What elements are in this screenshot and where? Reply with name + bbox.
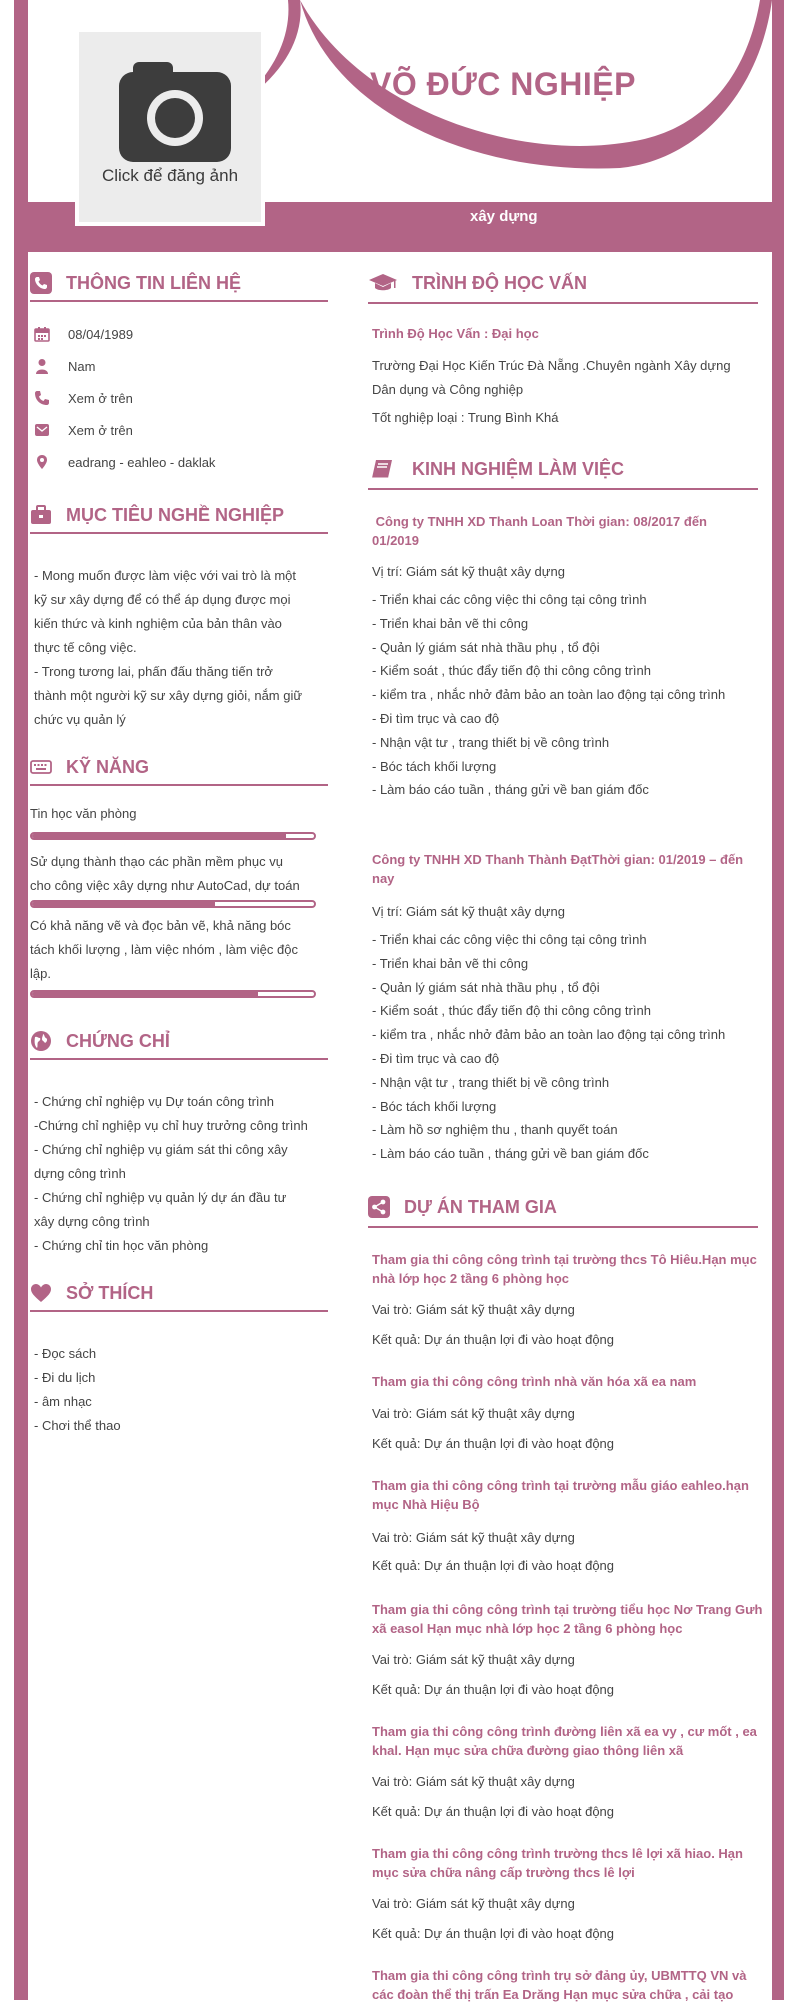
skills-section-header xyxy=(30,750,328,786)
project-title-line: khal. Hạn mục sửa chữa đường giao thông liên xã xyxy=(372,1743,684,1758)
candidate-position: xây dựng xyxy=(470,208,538,225)
project-title-line: Tham gia thi công công trình tại trường mẫu giáo eahleo.hạn xyxy=(372,1478,749,1493)
location-icon xyxy=(34,454,50,470)
person-icon xyxy=(34,358,50,374)
education-line: Trường Đại Học Kiến Trúc Đà Nẵng .Chuyên ngành Xây dựng xyxy=(372,358,731,373)
experience-section-title: KINH NGHIỆM LÀM VIỆC xyxy=(412,458,625,479)
project-title-line: Tham gia thi công công trình tại trường tiểu học Nơ Trang Gưh xyxy=(372,1602,763,1617)
education-section-title: TRÌNH ĐỘ HỌC VẤN xyxy=(412,272,587,293)
job-tasks xyxy=(372,588,767,802)
job-task: - Làm báo cáo tuần , tháng gửi về ban giám đốc xyxy=(372,1146,649,1162)
project-title-line: mục sửa chữa nâng cấp trường thcs lê lợi xyxy=(372,1865,635,1880)
skill-name xyxy=(30,914,320,986)
objective-line: thực tế công việc. xyxy=(34,640,137,655)
skill-name: Tin học văn phòng xyxy=(30,806,137,821)
keyboard-icon xyxy=(30,756,52,778)
job-task: - Kiểm soát , thúc đẩy tiến độ thi công công trình xyxy=(372,1003,651,1019)
contact-value: Xem ở trên xyxy=(68,390,133,406)
project-title-line: các đoàn thể thị trấn Ea Drăng Hạn mục sửa chữa , cải tạo xyxy=(372,1987,734,2002)
job-company-line: Công ty TNHH XD Thanh Thành ĐạtThời gian: 01/2019 – đến xyxy=(372,852,744,867)
project-title xyxy=(372,1844,767,1882)
skill-level-fill xyxy=(32,902,215,906)
contact-value: Nam xyxy=(68,358,96,374)
globe-icon xyxy=(30,1030,52,1052)
job-company xyxy=(372,512,752,550)
contact-birthday xyxy=(34,326,133,342)
certificates-text xyxy=(34,1090,320,1258)
contact-section-header xyxy=(30,266,328,302)
skills-section-title: KỸ NĂNG xyxy=(66,756,150,777)
objective-text xyxy=(34,564,320,732)
certificates-section-title: CHỨNG CHỈ xyxy=(66,1030,170,1051)
project-role: Vai trò: Giám sát kỹ thuật xây dựng xyxy=(372,1896,575,1911)
project-title-line: Tham gia thi công công trình đường liên xã ea vy , cư mốt , ea xyxy=(372,1724,757,1739)
certificate-line: - Chứng chỉ nghiệp vụ quản lý dự án đầu tư xyxy=(34,1190,287,1205)
heart-icon xyxy=(30,1282,52,1304)
project-title-line: nhà lớp học 2 tầng 6 phòng học xyxy=(372,1271,570,1286)
contact-address xyxy=(34,454,215,470)
project-role: Vai trò: Giám sát kỹ thuật xây dựng xyxy=(372,1406,575,1421)
job-task: - kiểm tra , nhắc nhở đảm bảo an toàn lao động tại công trình xyxy=(372,687,726,703)
education-school xyxy=(372,354,762,402)
projects-section-header xyxy=(368,1188,758,1228)
hobbies-section-header xyxy=(30,1276,328,1312)
project-role: Vai trò: Giám sát kỹ thuật xây dựng xyxy=(372,1774,575,1789)
skill-line: lập. xyxy=(30,966,51,981)
contact-section-title: THÔNG TIN LIÊN HỆ xyxy=(66,272,241,293)
project-result: Kết quả: Dự án thuận lợi đi vào hoạt động xyxy=(372,1558,615,1573)
certificate-line: - Chứng chỉ nghiệp vụ Dự toán công trình xyxy=(34,1094,274,1109)
contact-value: Xem ở trên xyxy=(68,422,133,438)
skill-level-fill xyxy=(32,834,286,838)
project-title xyxy=(372,1722,767,1760)
job-task: - Triển khai các công việc thi công tại công trình xyxy=(372,932,647,947)
project-title xyxy=(372,1250,767,1288)
hobby-line: - Đi du lịch xyxy=(34,1370,96,1385)
job-company-line: nay xyxy=(372,871,395,886)
objective-line: thành một người kỹ sư xây dựng giỏi, nắm giữ xyxy=(34,688,303,703)
candidate-name: VÕ ĐỨC NGHIỆP xyxy=(370,66,636,102)
job-task: - Triển khai bản vẽ thi công xyxy=(372,955,529,971)
objective-line: kỹ sư xây dựng để có thể áp dụng được mọi xyxy=(34,592,291,607)
project-title-line: mục Nhà Hiệu Bộ xyxy=(372,1497,480,1512)
project-title xyxy=(372,1600,767,1638)
certificate-line: xây dựng công trình xyxy=(34,1214,150,1229)
project-role: Vai trò: Giám sát kỹ thuật xây dựng xyxy=(372,1302,575,1317)
hobbies-text xyxy=(34,1342,320,1438)
job-task: - kiểm tra , nhắc nhở đảm bảo an toàn lao động tại công trình xyxy=(372,1027,726,1043)
share-icon xyxy=(368,1196,390,1218)
job-task: - Bóc tách khối lượng xyxy=(372,758,497,774)
skill-line: cho công việc xây dựng như AutoCad, dự toán xyxy=(30,878,300,893)
project-title xyxy=(372,1966,767,2004)
job-task: - Triển khai các công việc thi công tại công trình xyxy=(372,592,647,607)
phone-icon xyxy=(34,390,50,406)
contact-value: 08/04/1989 xyxy=(68,326,134,342)
project-result: Kết quả: Dự án thuận lợi đi vào hoạt động xyxy=(372,1682,615,1697)
project-title-line: Tham gia thi công công trình trường thcs lê lợi xã hiao. Hạn xyxy=(372,1846,743,1861)
job-role: Vị trí: Giám sát kỹ thuật xây dựng xyxy=(372,564,565,579)
job-task: - Kiểm soát , thúc đẩy tiến độ thi công công trình xyxy=(372,663,651,679)
education-grade: Tốt nghiệp loại : Trung Bình Khá xyxy=(372,410,559,425)
objective-line: - Mong muốn được làm việc với vai trò là một xyxy=(34,568,296,583)
job-task: - Làm hồ sơ nghiệm thu , thanh quyết toán xyxy=(372,1122,618,1138)
project-title xyxy=(372,1372,767,1391)
phone-square-icon xyxy=(30,272,52,294)
calendar-icon xyxy=(34,326,50,342)
email-icon xyxy=(34,422,50,438)
project-title-line: Tham gia thi công công trình tại trường thcs Tô Hiêu.Hạn mục xyxy=(372,1252,757,1267)
job-task: - Quản lý giám sát nhà thầu phụ , tổ đội xyxy=(372,979,600,995)
skill-level-bar xyxy=(30,990,316,998)
skill-line: tách khối lượng , làm việc nhóm , làm việc độc xyxy=(30,942,298,957)
projects-section-title: DỰ ÁN THAM GIA xyxy=(404,1196,557,1217)
job-task: - Làm báo cáo tuần , tháng gửi về ban giám đốc xyxy=(372,782,649,798)
briefcase-icon xyxy=(30,504,52,526)
objective-line: - Trong tương lai, phấn đấu thăng tiến trở xyxy=(34,664,273,679)
hobby-line: - âm nhạc xyxy=(34,1394,92,1409)
certificate-line: -Chứng chỉ nghiệp vụ chỉ huy trưởng công trình xyxy=(34,1118,308,1133)
job-company-line: Công ty TNHH XD Thanh Loan Thời gian: 08/2017 đến xyxy=(372,514,707,529)
project-result: Kết quả: Dự án thuận lợi đi vào hoạt động xyxy=(372,1436,615,1451)
skill-level-fill xyxy=(32,992,258,996)
objective-section-header xyxy=(30,498,328,534)
certificate-line: dựng công trình xyxy=(34,1166,126,1181)
education-level: Trình Độ Học Vấn : Đại học xyxy=(372,326,539,341)
project-result: Kết quả: Dự án thuận lợi đi vào hoạt động xyxy=(372,1804,615,1819)
graduation-cap-icon xyxy=(368,272,398,294)
job-role: Vị trí: Giám sát kỹ thuật xây dựng xyxy=(372,904,565,919)
project-role: Vai trò: Giám sát kỹ thuật xây dựng xyxy=(372,1652,575,1667)
photo-upload-box[interactable] xyxy=(75,28,265,226)
contact-value: eadrang - eahleo - daklak xyxy=(68,454,216,470)
job-task: - Quản lý giám sát nhà thầu phụ , tổ đội xyxy=(372,639,600,655)
hobby-line: - Đọc sách xyxy=(34,1346,97,1361)
objective-line: chức vụ quản lý xyxy=(34,712,126,727)
project-result: Kết quả: Dự án thuận lợi đi vào hoạt động xyxy=(372,1926,615,1941)
skill-line: Có khả năng vẽ và đọc bản vẽ, khả năng bóc xyxy=(30,918,291,933)
education-section-header xyxy=(368,264,758,304)
contact-phone xyxy=(34,390,133,406)
hobby-line: - Chơi thể thao xyxy=(34,1418,121,1433)
project-title-line: xã easol Hạn mục nhà lớp học 2 tầng 6 phòng học xyxy=(372,1621,683,1636)
project-title-line: Tham gia thi công công trình nhà văn hóa xã ea nam xyxy=(372,1374,697,1389)
camera-icon xyxy=(119,62,231,162)
certificate-line: - Chứng chỉ nghiệp vụ giám sát thi công xây xyxy=(34,1142,288,1157)
hobbies-section-title: SỞ THÍCH xyxy=(66,1282,154,1303)
right-border xyxy=(772,0,784,2000)
certificates-section-header xyxy=(30,1024,328,1060)
job-tasks xyxy=(372,928,767,1166)
job-task: - Đi tìm trục và cao độ xyxy=(372,710,500,726)
certificate-line: - Chứng chỉ tin học văn phòng xyxy=(34,1238,209,1253)
skill-line: Sử dụng thành thạo các phần mềm phục vụ xyxy=(30,854,283,869)
contact-gender xyxy=(34,358,95,374)
job-task: - Nhận vật tư , trang thiết bị về công trình xyxy=(372,734,610,750)
job-task: - Đi tìm trục và cao độ xyxy=(372,1050,500,1066)
photo-upload-label: Click để đăng ảnh xyxy=(101,166,239,185)
job-task: - Nhận vật tư , trang thiết bị về công trình xyxy=(372,1074,610,1090)
skill-level-bar xyxy=(30,900,316,908)
contact-email xyxy=(34,422,133,438)
project-title-line: Tham gia thi công công trình trụ sở đảng ủy, UBMTTQ VN và xyxy=(372,1968,747,1983)
objective-line: kiến thức và kinh nghiệm của bản thân vào xyxy=(34,616,282,631)
job-task: - Bóc tách khối lượng xyxy=(372,1098,497,1114)
project-title xyxy=(372,1476,767,1514)
left-border xyxy=(14,0,28,2000)
job-task: - Triển khai bản vẽ thi công xyxy=(372,615,529,631)
job-company xyxy=(372,850,762,888)
project-role: Vai trò: Giám sát kỹ thuật xây dựng xyxy=(372,1530,575,1545)
objective-section-title: MỤC TIÊU NGHỀ NGHIỆP xyxy=(66,504,285,525)
education-line: Dân dụng và Công nghiệp xyxy=(372,382,524,397)
book-icon xyxy=(368,458,398,480)
job-company-line: 01/2019 xyxy=(372,533,419,548)
skill-name xyxy=(30,850,320,898)
experience-section-header xyxy=(368,450,758,490)
skill-level-bar xyxy=(30,832,316,840)
project-result: Kết quả: Dự án thuận lợi đi vào hoạt động xyxy=(372,1332,615,1347)
